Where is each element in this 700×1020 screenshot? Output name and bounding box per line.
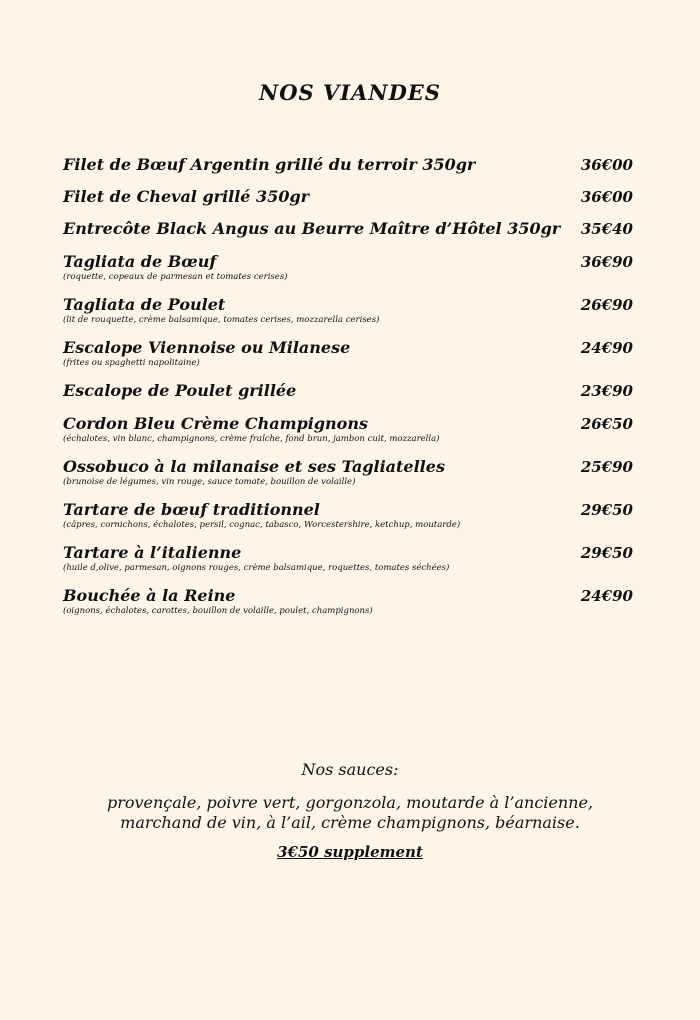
menu-item-description: (câpres, cornichons, échalotes, persil, cognac, tabasco, Worcestershire, ketchup, moutarde) [63, 520, 461, 530]
menu-item-name: Filet de Bœuf Argentin grillé du terroir 350gr [63, 155, 476, 174]
menu-item-row [63, 413, 633, 435]
menu-item-price: 36€90 [580, 253, 633, 271]
menu-item-row [63, 154, 633, 176]
menu-item-description: (oignons, échalotes, carottes, bouillon de volaille, poulet, champignons) [63, 606, 373, 616]
menu-item-row [63, 585, 633, 607]
menu-item-name: Tartare de bœuf traditionnel [63, 500, 320, 519]
menu-item-name: Cordon Bleu Crème Champignons [63, 414, 368, 433]
sauces-line: provençale, poivre vert, gorgonzola, moutarde à l’ancienne, [106, 793, 594, 812]
menu-item-name: Tartare à l’italienne [63, 543, 242, 562]
menu-item-row [63, 499, 633, 521]
menu-item-price: 26€90 [580, 296, 633, 314]
menu-item-row [63, 251, 633, 273]
menu-item-price: 36€00 [580, 156, 633, 174]
page-title: NOS VIANDES [259, 80, 441, 105]
menu-item-row [63, 186, 633, 208]
menu-item-name: Ossobuco à la milanaise et ses Tagliatelles [63, 457, 445, 476]
menu-item-row [63, 294, 633, 316]
menu-item [63, 251, 633, 283]
sauces-line: marchand de vin, à l’ail, crème champignons, béarnaise. [120, 813, 580, 832]
menu-item [63, 154, 633, 176]
menu-item-description: (roquette, copeaux de parmesan et tomates cerises) [63, 272, 288, 282]
menu-item-row [63, 380, 633, 402]
menu-item [63, 456, 633, 488]
menu-item-name: Escalope Viennoise ou Milanese [63, 338, 351, 357]
sauces-list [0, 793, 700, 833]
meat-menu-list [63, 154, 633, 617]
menu-item-description: (frites ou spaghetti napolitaine) [63, 358, 200, 368]
menu-item-price: 36€00 [580, 188, 633, 206]
menu-item-name: Tagliata de Poulet [63, 295, 226, 314]
menu-item-row [63, 218, 633, 240]
menu-item [63, 585, 633, 617]
menu-item [63, 413, 633, 445]
menu-item-price: 23€90 [580, 382, 633, 400]
menu-item-price: 25€90 [580, 458, 633, 476]
sauces-section [0, 760, 700, 861]
menu-item [63, 499, 633, 531]
menu-item-name: Bouchée à la Reine [63, 586, 236, 605]
supplement-note: 3€50 supplement [277, 843, 423, 861]
menu-item-price: 24€90 [580, 339, 633, 357]
menu-item [63, 294, 633, 326]
menu-item [63, 186, 633, 208]
menu-item-row [63, 456, 633, 478]
menu-item-description: (lit de rouquette, crème balsamique, tomates cerises, mozzarella cerises) [63, 315, 380, 325]
menu-item [63, 218, 633, 240]
menu-item-price: 26€50 [580, 415, 633, 433]
menu-item-price: 29€50 [580, 544, 633, 562]
menu-item-row [63, 542, 633, 564]
menu-item-price: 24€90 [580, 587, 633, 605]
menu-item-row [63, 337, 633, 359]
menu-item-price: 35€40 [580, 220, 633, 238]
menu-item-description: (brunoise de légumes, vin rouge, sauce tomate, bouillon de volaille) [63, 477, 356, 487]
menu-item [63, 337, 633, 369]
menu-item [63, 542, 633, 574]
menu-item-name: Escalope de Poulet grillée [63, 381, 297, 400]
sauces-title: Nos sauces: [301, 760, 399, 779]
menu-item-name: Entrecôte Black Angus au Beurre Maître d’Hôtel 350gr [63, 219, 561, 238]
menu-item [63, 380, 633, 402]
menu-item-name: Tagliata de Bœuf [63, 252, 217, 271]
menu-item-price: 29€50 [580, 501, 633, 519]
menu-item-description: (huile d,olive, parmesan, oignons rouges, crème balsamique, roquettes, tomates séchées) [63, 563, 450, 573]
menu-item-description: (échalotes, vin blanc, champignons, crème fraîche, fond brun, jambon cuit, mozzarella) [63, 434, 440, 444]
menu-item-name: Filet de Cheval grillé 350gr [63, 187, 310, 206]
